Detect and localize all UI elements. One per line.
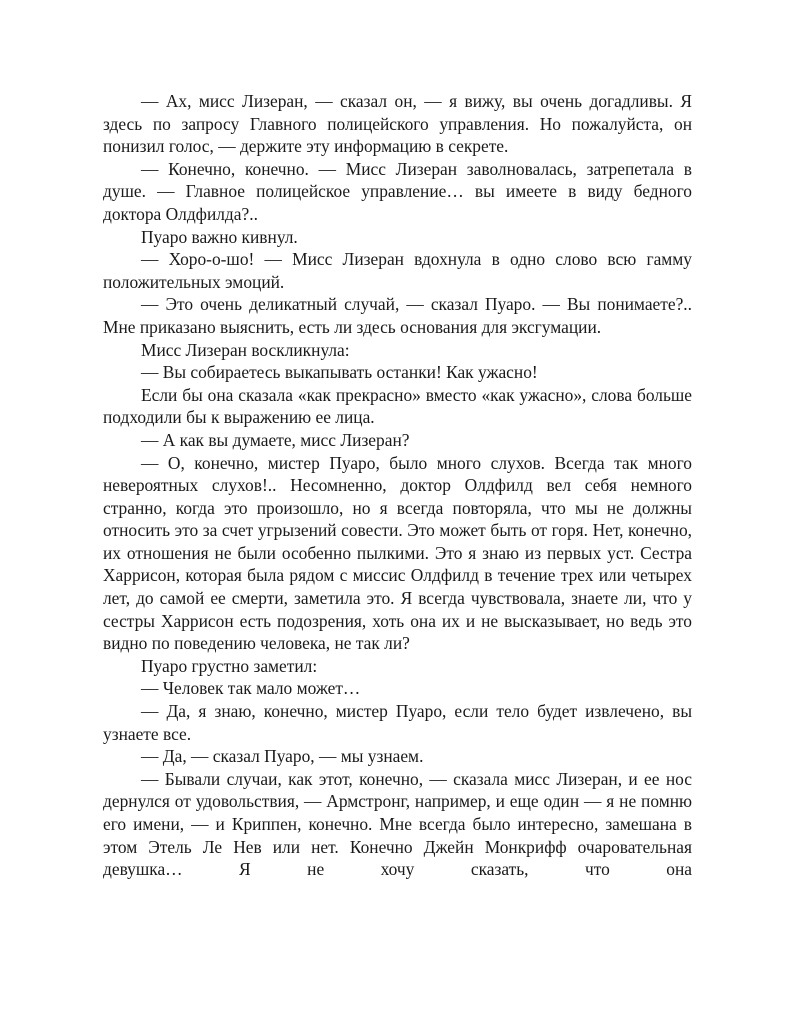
document-page bbox=[103, 90, 692, 881]
paragraph-10: — О, конечно, мистер Пуаро, было много слухов. Всегда так много невероятных слухов!.. Несомненно, доктор Олдфилд вел себя немного странно, когда это произошло, но я всегда повторяла, что мы не должны относить это за счет угрызений совести. Это может быть от горя. Нет, конечно, их отношения не были особенно пылкими. Это я знаю из первых уст. Сестра Харрисон, которая была рядом с миссис Олдфилд в течение трех или четырех лет, до самой ее смерти, заметила это. Я всегда чувствовала, знаете ли, что у сестры Харрисон есть подозрения, хоть она их и не высказывает, но ведь это видно по поведению человека, не так ли? bbox=[103, 452, 692, 654]
paragraph-5: — Это очень деликатный случай, — сказал Пуаро. — Вы понимаете?.. Мне приказано выяснить, есть ли здесь основания для эксгумации. bbox=[103, 294, 692, 337]
paragraph-6: Мисс Лизеран воскликнула: bbox=[141, 339, 350, 360]
paragraph-15: — Бывали случаи, как этот, конечно, — сказала мисс Лизеран, и ее нос дернулся от удовольствия, — Армстронг, например, и еще один — я не помню его имени, — и Криппен, конечно. Мне всегда было интересно, замешана в этом Этель Ле Нев или нет. Конечно Джейн Монкрифф очаровательная девушка… Я не хочу сказать, что она bbox=[103, 768, 692, 880]
paragraph-8: Если бы она сказала «как прекрасно» вместо «как ужасно», слова больше подходили бы к выражению ее лица. bbox=[103, 384, 692, 428]
paragraph-11: Пуаро грустно заметил: bbox=[141, 655, 318, 676]
paragraph-4: — Хоро-о-шо! — Мисс Лизеран вдохнула в одно слово всю гамму положительных эмоций. bbox=[103, 249, 692, 292]
paragraph-14: — Да, — сказал Пуаро, — мы узнаем. bbox=[141, 746, 424, 767]
paragraph-13: — Да, я знаю, конечно, мистер Пуаро, если тело будет извлечено, вы узнаете все. bbox=[103, 701, 692, 744]
paragraph-3: Пуаро важно кивнул. bbox=[141, 226, 298, 247]
paragraph-12: — Человек так мало может… bbox=[141, 678, 361, 699]
paragraph-9: — А как вы думаете, мисс Лизеран? bbox=[141, 429, 410, 450]
paragraph-7: — Вы собираетесь выкапывать останки! Как ужасно! bbox=[141, 362, 538, 383]
paragraph-1: — Ах, мисс Лизеран, — сказал он, — я вижу, вы очень догадливы. Я здесь по запросу Главного полицейского управления. Но пожалуйста, он понизил голос, — держите эту информацию в секрете. bbox=[103, 91, 692, 157]
paragraph-2: — Конечно, конечно. — Мисс Лизеран заволновалась, затрепетала в душе. — Главное полицейское управление… вы имеете в виду бедного доктора Олдфилда?.. bbox=[103, 158, 692, 224]
